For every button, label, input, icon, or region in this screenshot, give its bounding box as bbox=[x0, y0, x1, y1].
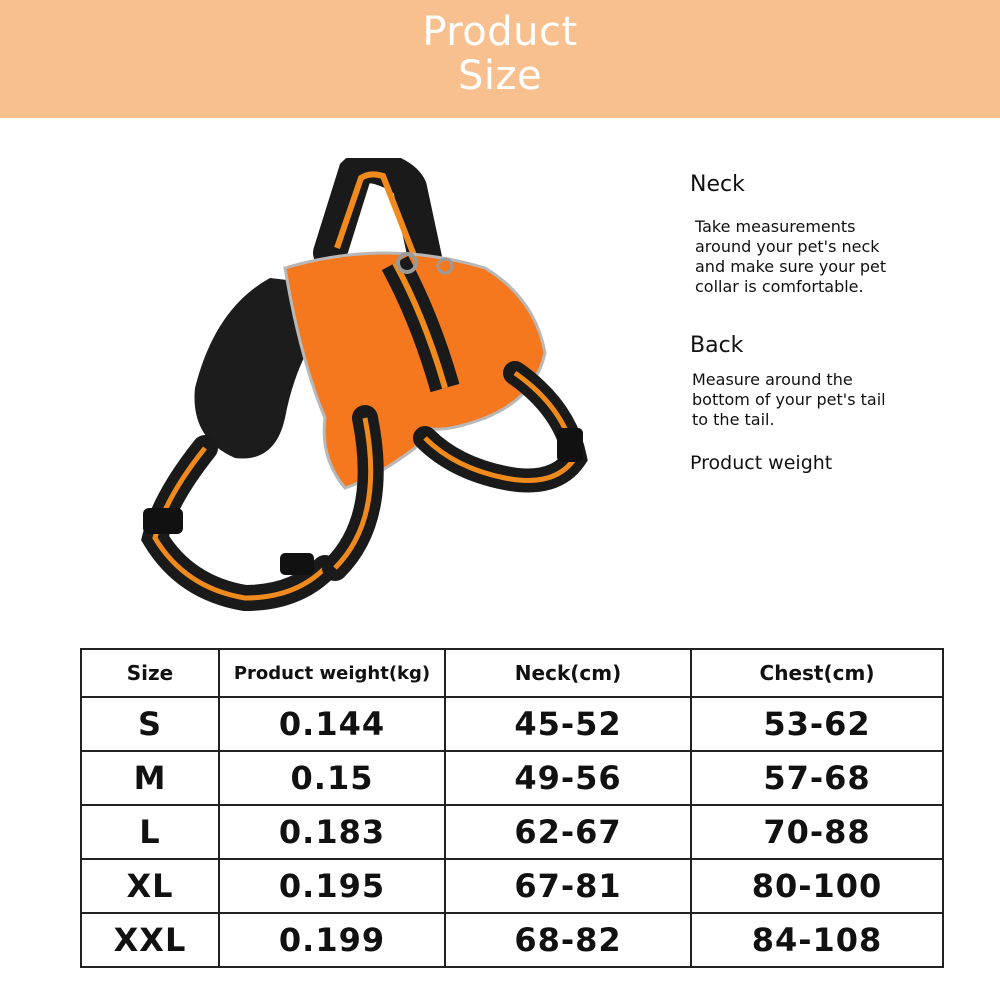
cell-size: XXL bbox=[81, 913, 219, 967]
cell-chest: 53-62 bbox=[691, 697, 943, 751]
cell-size: S bbox=[81, 697, 219, 751]
table-row bbox=[81, 697, 943, 751]
cell-size: M bbox=[81, 751, 219, 805]
header-neck: Neck(cm) bbox=[445, 649, 691, 697]
neck-description bbox=[695, 217, 995, 297]
cell-chest: 57-68 bbox=[691, 751, 943, 805]
header-size: Size bbox=[81, 649, 219, 697]
cell-neck: 49-56 bbox=[445, 751, 691, 805]
cell-chest: 70-88 bbox=[691, 805, 943, 859]
cell-weight: 0.144 bbox=[219, 697, 445, 751]
back-text-line: bottom of your pet's tail bbox=[692, 390, 886, 409]
table-row bbox=[81, 805, 943, 859]
header-product-weight: Product weight(kg) bbox=[219, 649, 445, 697]
cell-weight: 0.15 bbox=[219, 751, 445, 805]
cell-weight: 0.183 bbox=[219, 805, 445, 859]
neck-heading: Neck bbox=[690, 172, 745, 197]
back-text-line: Measure around the bbox=[692, 370, 853, 389]
table-header-row bbox=[81, 649, 943, 697]
title-banner bbox=[0, 0, 1000, 118]
dog-harness-icon bbox=[125, 158, 595, 618]
banner-title bbox=[0, 10, 1000, 98]
cell-neck: 68-82 bbox=[445, 913, 691, 967]
size-chart-table bbox=[80, 648, 944, 968]
table-row bbox=[81, 913, 943, 967]
product-weight-heading: Product weight bbox=[690, 452, 833, 474]
table-row bbox=[81, 859, 943, 913]
neck-text-line: around your pet's neck bbox=[695, 237, 880, 256]
banner-title-line1: Product bbox=[422, 9, 578, 55]
header-chest: Chest(cm) bbox=[691, 649, 943, 697]
cell-weight: 0.195 bbox=[219, 859, 445, 913]
back-heading: Back bbox=[690, 333, 744, 358]
neck-text-line: collar is comfortable. bbox=[695, 277, 864, 296]
neck-text-line: Take measurements bbox=[695, 217, 856, 236]
cell-chest: 84-108 bbox=[691, 913, 943, 967]
cell-size: XL bbox=[81, 859, 219, 913]
table-row bbox=[81, 751, 943, 805]
cell-weight: 0.199 bbox=[219, 913, 445, 967]
cell-neck: 62-67 bbox=[445, 805, 691, 859]
back-text-line: to the tail. bbox=[692, 410, 775, 429]
cell-neck: 67-81 bbox=[445, 859, 691, 913]
banner-title-line2: Size bbox=[457, 53, 543, 99]
back-description bbox=[692, 370, 992, 430]
cell-chest: 80-100 bbox=[691, 859, 943, 913]
cell-size: L bbox=[81, 805, 219, 859]
cell-neck: 45-52 bbox=[445, 697, 691, 751]
neck-text-line: and make sure your pet bbox=[695, 257, 887, 276]
